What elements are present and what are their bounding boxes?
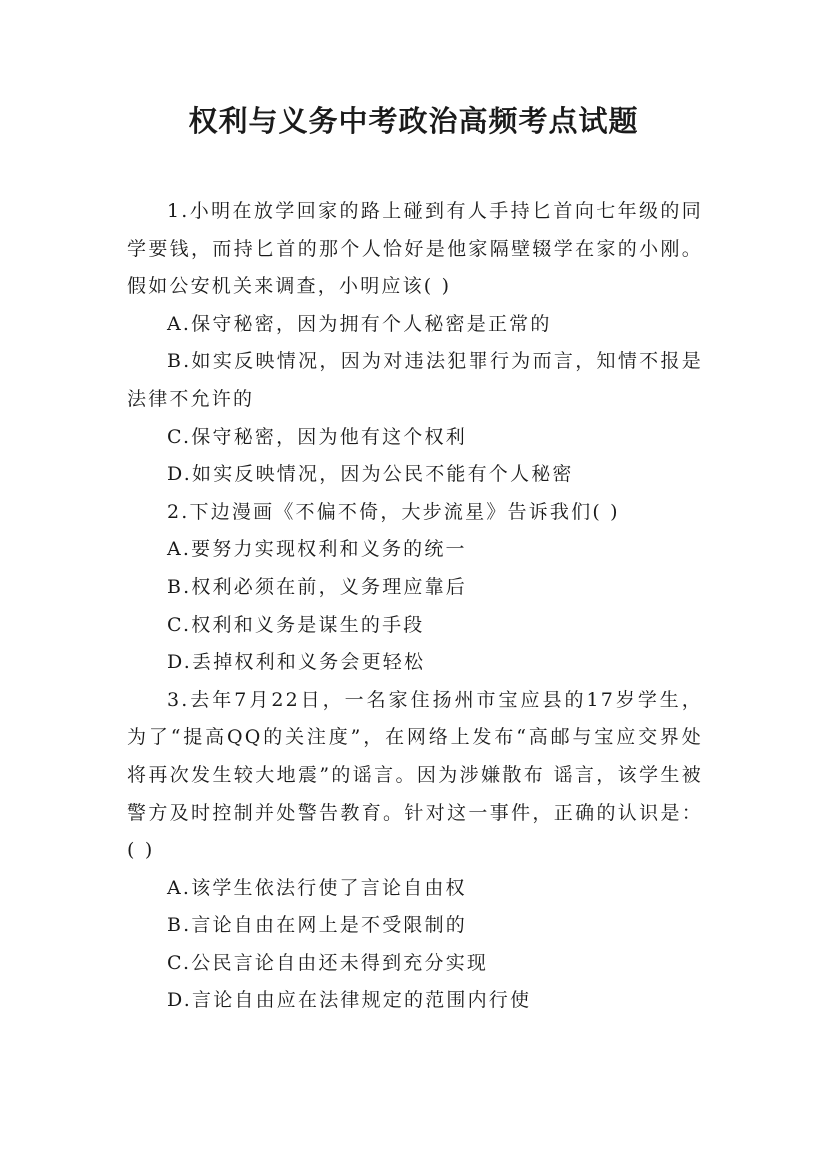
question-2-option-a: A.要努力实现权利和义务的统一 bbox=[167, 538, 467, 561]
question-3-option-c: C.公民言论自由还未得到充分实现 bbox=[167, 951, 489, 974]
document-body bbox=[127, 193, 703, 1020]
question-1-option-a: A.保守秘密，因为拥有个人秘密是正常的 bbox=[167, 312, 552, 335]
question-2-option-b: B.权利必须在前，义务理应靠后 bbox=[167, 575, 468, 598]
question-2-option-d: D.丢掉权利和义务会更轻松 bbox=[167, 651, 426, 674]
question-3-option-d: D.言论自由应在法律规定的范围内行使 bbox=[167, 989, 532, 1012]
question-3-option-b: B.言论自由在网上是不受限制的 bbox=[167, 914, 468, 937]
question-3-option-a: A.该学生依法行使了言论自由权 bbox=[167, 876, 467, 899]
question-1-option-b: B.如实反映情况，因为对违法犯罪行为而言，知情不报是法律不允许的 bbox=[127, 350, 703, 410]
page-title: 权利与义务中考政治高频考点试题 bbox=[188, 104, 639, 138]
question-2-option-c: C.权利和义务是谋生的手段 bbox=[167, 613, 425, 636]
question-2-text: 2.下边漫画《不偏不倚，大步流星》告诉我们( ) bbox=[167, 500, 620, 523]
question-1-text: 1.小明在放学回家的路上碰到有人手持匕首向七年级的同学要钱，而持匕首的那个人恰好是他家隔壁辍学在家的小刚。假如公安机关来调查，小明应该( ) bbox=[127, 200, 703, 298]
question-3-text: 3.去年7月22日，一名家住扬州市宝应县的17岁学生，为了“提高QQ的关注度”，在网络上发布“高邮与宝应交界处将再次发生较大地震”的谣言。因为涉嫌散布 谣言，该学生被警方及时控制并处警告教育。针对这一事件，正确的认识是：( ) bbox=[127, 688, 703, 862]
question-1-option-d: D.如实反映情况，因为公民不能有个人秘密 bbox=[167, 463, 574, 486]
question-1-option-c: C.保守秘密，因为他有这个权利 bbox=[167, 425, 467, 448]
